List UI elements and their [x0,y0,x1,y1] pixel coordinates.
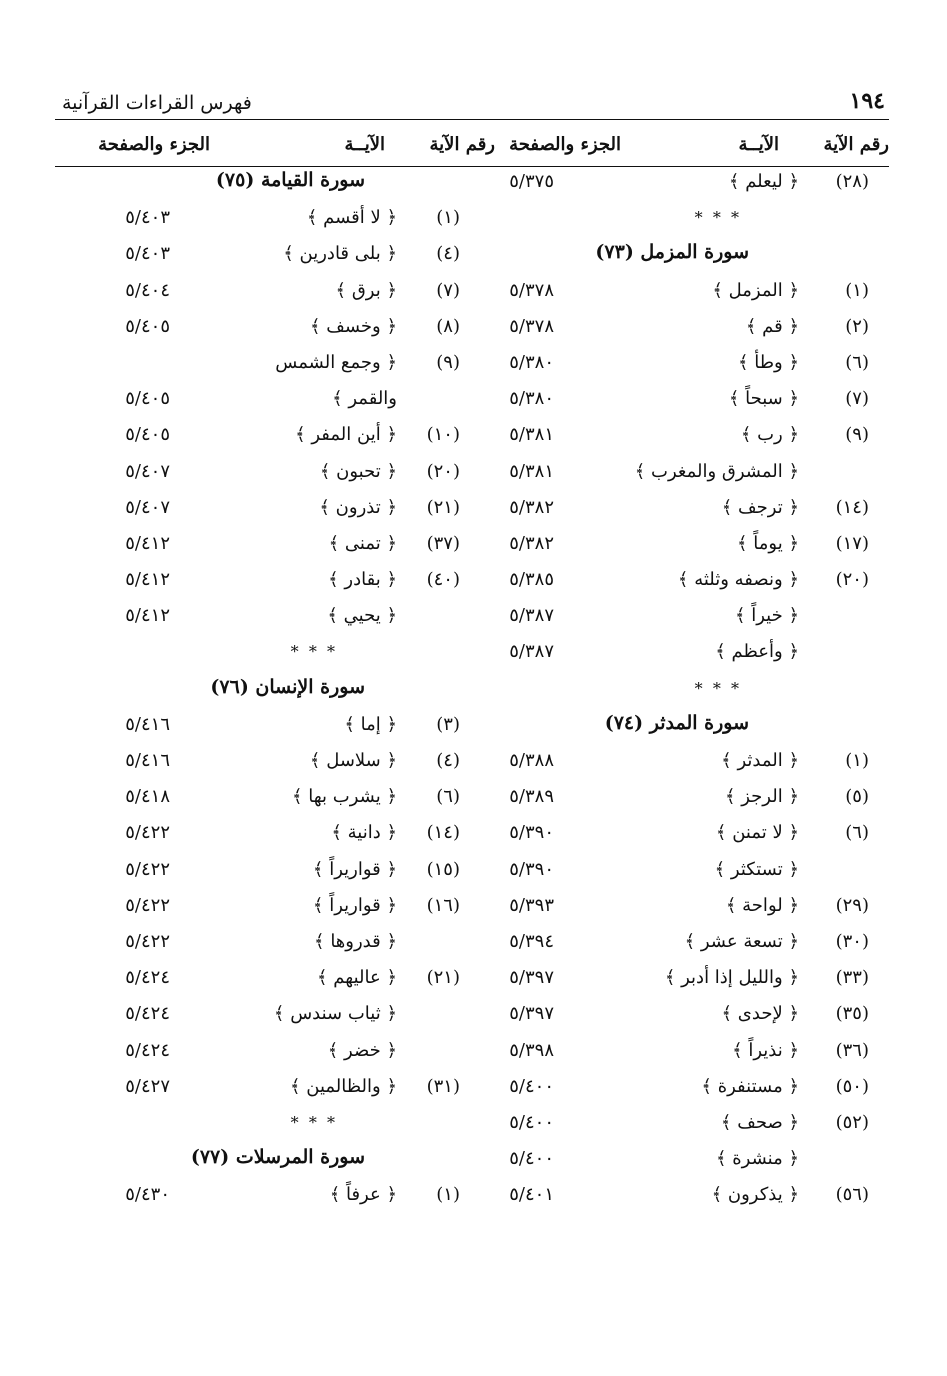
part-page-ref: ٥/٤٢٢ [125,930,170,952]
index-entry [449,1177,889,1213]
left-column [55,124,495,1213]
index-entry [55,200,495,236]
verse-number: (٢١) [426,496,460,518]
verse-number: (١٠) [426,424,460,446]
sura-heading [55,164,495,200]
verse-number: (٥) [845,786,869,808]
part-page-ref: ٥/٤١٨ [125,786,170,808]
verse-number: (١) [436,1184,460,1206]
index-entry [449,815,889,851]
sura-title: سورة المزمل (٧٣) [595,241,749,264]
part-page-ref: ٥/٣٧٨ [509,279,554,301]
part-page-ref: ٥/٣٨٥ [509,569,554,591]
index-entry [55,852,495,888]
ayah-word: ﴿ نذيراً ﴾ [732,1039,799,1061]
ayah-word: ﴿ منشرة ﴾ [715,1148,799,1170]
verse-number: (٢٩) [835,894,869,916]
part-page-ref: ٥/٣٩٤ [509,930,554,952]
part-page-ref: ٥/٣٩٧ [509,1003,554,1025]
ayah-word: ﴿ والليل إذا أدبر ﴾ [664,967,799,989]
sura-heading [449,236,889,272]
ayah-word: ﴿ لا أقسم ﴾ [306,207,397,229]
index-entry [55,960,495,996]
separator-stars: * * * [694,678,739,698]
ayah-word: ﴿ يشرب بها ﴾ [292,786,397,808]
verse-number: (٦) [436,786,460,808]
verse-number: (٣١) [426,1075,460,1097]
index-entry [55,490,495,526]
index-entry [55,779,495,815]
verse-number: (٦) [845,822,869,844]
part-page-ref: ٥/٤٠٥ [125,315,170,337]
ayah-word: ﴿ قواريراً ﴾ [312,894,397,916]
section-separator [55,634,495,670]
index-entry [55,236,495,272]
ayah-word: ﴿ سلاسل ﴾ [309,750,397,771]
index-entry [55,888,495,924]
verse-number: (٤) [436,243,460,265]
verse-number: (٣٣) [835,967,869,989]
ayah-word: ﴿ الرجز ﴾ [724,786,799,808]
section-separator [449,671,889,707]
part-page-ref: ٥/٤٢٧ [125,1075,170,1097]
part-page-ref: ٥/٤٠٠ [509,1111,554,1133]
index-entry [55,1033,495,1069]
ayah-word: ﴿ بقادر ﴾ [328,569,397,591]
part-page-ref: ٥/٤٠٠ [509,1148,554,1170]
part-page-ref: ٥/٤٠٣ [125,207,170,229]
verse-number: (١٦) [426,894,460,916]
part-page-ref: ٥/٤٠٥ [125,388,170,410]
index-entry [55,345,495,381]
part-page-ref: ٥/٣٨٨ [509,750,554,771]
index-entry [55,454,495,490]
header-rule [55,119,889,120]
index-entry [449,634,889,670]
ayah-word: ﴿ وخسف ﴾ [309,315,397,337]
verse-number: (٥٢) [835,1111,869,1133]
ayah-word: ﴿ صحف ﴾ [720,1111,799,1133]
part-page-ref: ٥/٣٨٢ [509,496,554,518]
part-page-ref: ٥/٤٠٧ [125,496,170,518]
sura-heading [449,707,889,743]
running-title: فهرس القراءات القرآنية [62,92,252,114]
index-entry [55,381,495,417]
separator-stars: * * * [290,1112,335,1132]
index-entry [449,381,889,417]
part-page-ref: ٥/٣٩٨ [509,1039,554,1061]
index-entry [55,815,495,851]
verse-no-heading: رقم الآية [429,134,495,155]
ayah-word: ﴿ يذكرون ﴾ [711,1184,799,1206]
verse-number: (٣٧) [426,532,460,554]
index-entry [449,996,889,1032]
index-entry [55,1069,495,1105]
section-separator [55,1105,495,1141]
ayah-word: ﴿ يوماً ﴾ [737,532,799,554]
verse-number: (٨) [436,315,460,337]
verse-number: (٩) [436,351,460,373]
verse-number: (٢٠) [835,569,869,591]
ayah-word: ﴿ يحيي ﴾ [327,605,397,627]
ayah-word: ﴿ وطأ ﴾ [737,351,799,373]
part-page-ref: ٥/٣٨٢ [509,532,554,554]
verse-number: (٧) [436,279,460,301]
index-entry [55,562,495,598]
ayah-word: ﴿ قدروها ﴾ [314,930,397,952]
part-page-ref: ٥/٣٩٧ [509,967,554,989]
part-page-ref: ٥/٣٩٠ [509,822,554,844]
index-entry [449,779,889,815]
index-entry [55,417,495,453]
verse-number: (١) [436,207,460,229]
part-page-ref: ٥/٤٢٤ [125,967,170,989]
verse-number: (٦) [845,351,869,373]
verse-number: (١٥) [426,858,460,880]
left-column-head [55,124,495,164]
part-page-ref: ٥/٤٠٥ [125,424,170,446]
part-page-ref: ٥/٤٢٢ [125,822,170,844]
separator-stars: * * * [290,642,335,662]
part-page-ref: ٥/٤٠٧ [125,460,170,482]
sura-heading [55,1141,495,1177]
index-entry [55,707,495,743]
index-entry [449,888,889,924]
separator-stars: * * * [694,208,739,228]
ayah-word: ﴿ عاليهم ﴾ [317,967,397,989]
part-page-ref: ٥/٤١٢ [125,569,170,591]
index-entry [449,1069,889,1105]
part-page-ref: ٥/٣٩٣ [509,894,554,916]
part-page-ref: ٥/٤١٢ [125,605,170,627]
ayah-word: ﴿ قم ﴾ [745,315,799,337]
ayah-word: ﴿ ليعلم ﴾ [728,171,799,192]
index-entry [449,743,889,779]
part-page-ref: ٥/٤٢٤ [125,1039,170,1061]
sura-heading [55,671,495,707]
part-page-ref: ٥/٤٢٤ [125,1003,170,1025]
page-number: ١٩٤ [849,88,885,114]
ayah-word: ﴿ لإحدى ﴾ [721,1003,799,1025]
ayah-word: ﴿ برق ﴾ [335,279,397,301]
verse-number: (٣٠) [835,930,869,952]
ayah-word: ﴿ دانية ﴾ [331,822,397,844]
part-page-ref: ٥/٤٢٢ [125,858,170,880]
part-page-heading: الجزء والصفحة [509,134,621,155]
verse-number: (١٤) [835,496,869,518]
ayah-word: ﴿ رب ﴾ [740,424,799,446]
sura-title: سورة المرسلات (٧٧) [190,1146,365,1169]
index-entry [55,598,495,634]
ayah-word: ﴿ لا تمنن ﴾ [715,822,799,844]
verse-number: (١٤) [426,822,460,844]
ayah-word: ﴿ خضر ﴾ [327,1039,397,1061]
verse-number: (٩) [845,424,869,446]
ayah-word: ﴿ المزمل ﴾ [712,279,799,301]
ayah-word: ﴿ تمنى ﴾ [328,532,397,554]
index-entry [449,598,889,634]
index-entry [55,1177,495,1213]
part-page-ref: ٥/٣٨١ [509,424,554,446]
ayah-word: ﴿ المشرق والمغرب ﴾ [634,460,799,482]
ayah-word: ﴿ ثياب سندس ﴾ [273,1003,397,1025]
verse-number: (١) [845,750,869,771]
index-entry [449,1141,889,1177]
right-column-head [449,124,889,164]
part-page-ref: ٥/٤٣٠ [125,1184,170,1206]
index-entry [55,743,495,779]
part-page-ref: ٥/٤٠١ [509,1184,554,1206]
part-page-ref: ٥/٤١٦ [125,750,170,771]
sura-title: سورة القيامة (٧٥) [215,169,365,191]
verse-number: (٢٨) [835,171,869,192]
index-entry [449,164,889,200]
index-entry [449,309,889,345]
part-page-ref: ٥/٣٨٠ [509,351,554,373]
ayah-word: ﴿ بلى قادرين ﴾ [283,243,397,265]
ayah-word: ﴿ وجمع الشمس [275,351,397,373]
verse-number: (٢٠) [426,460,460,482]
part-page-heading: الجزء والصفحة [98,134,210,155]
ayah-word: ﴿ والظالمين ﴾ [290,1075,397,1097]
ayah-heading: الآيــة [344,134,385,155]
part-page-ref: ٥/٣٨٩ [509,786,554,808]
ayah-word: ﴿ قواريراً ﴾ [312,858,397,880]
ayah-word: ﴿ خيراً ﴾ [734,605,799,627]
part-page-ref: ٥/٣٨١ [509,460,554,482]
ayah-word: ﴿ تحبون ﴾ [319,460,397,482]
part-page-ref: ٥/٣٧٥ [509,171,554,192]
part-page-ref: ٥/٤٠٣ [125,243,170,265]
part-page-ref: ٥/٤١٦ [125,713,170,735]
part-page-ref: ٥/٣٨٧ [509,605,554,627]
part-page-ref: ٥/٤٢٢ [125,894,170,916]
ayah-word: ﴿ مستنفرة ﴾ [701,1075,799,1097]
verse-number: (٤) [436,750,460,771]
ayah-word: ﴿ وأعظم ﴾ [715,641,799,663]
part-page-ref: ٥/٣٨٠ [509,388,554,410]
ayah-word: ﴿ لواحة ﴾ [725,894,799,916]
index-entry [449,417,889,453]
index-entry [449,562,889,598]
part-page-ref: ٥/٣٩٠ [509,858,554,880]
index-entry [449,273,889,309]
part-page-ref: ٥/٤٠٤ [125,279,170,301]
verse-number: (٤٠) [426,569,460,591]
ayah-word: ﴿ تستكثر ﴾ [714,858,799,880]
verse-number: (١) [845,279,869,301]
ayah-word: ﴿ المدثر ﴾ [721,750,799,771]
index-entry [55,996,495,1032]
index-entry [449,454,889,490]
index-entry [449,490,889,526]
section-separator [449,200,889,236]
index-entry [55,309,495,345]
index-entry [449,345,889,381]
part-page-ref: ٥/٣٧٨ [509,315,554,337]
ayah-word: ﴿ ترجف ﴾ [721,496,799,518]
index-entry [449,960,889,996]
index-entry [449,1033,889,1069]
verse-no-heading: رقم الآية [823,134,889,155]
ayah-heading: الآيــة [738,134,779,155]
verse-number: (٢١) [426,967,460,989]
index-entry [55,526,495,562]
index-entry [449,1105,889,1141]
index-entry [449,924,889,960]
verse-number: (٥٠) [835,1075,869,1097]
part-page-ref: ٥/٤١٢ [125,532,170,554]
index-entry [449,526,889,562]
ayah-word: ﴿ سبحاً ﴾ [728,388,799,410]
verse-number: (٧) [845,388,869,410]
part-page-ref: ٥/٤٠٠ [509,1075,554,1097]
index-entry [55,924,495,960]
verse-number: (٣٥) [835,1003,869,1025]
ayah-word: ﴿ أين المفر ﴾ [295,424,397,446]
right-column [449,124,889,1213]
ayah-word: ﴿ ونصفه وثلثه ﴾ [677,569,799,591]
verse-number: (٣) [436,713,460,735]
ayah-word: ﴿ إما ﴾ [344,713,397,735]
part-page-ref: ٥/٣٨٧ [509,641,554,663]
verse-number: (٥٦) [835,1184,869,1206]
verse-number: (١٧) [835,532,869,554]
ayah-word: ﴿ تذرون ﴾ [319,496,397,518]
ayah-word: والقمر ﴾ [332,388,397,410]
sura-title: سورة المدثر (٧٤) [604,711,749,734]
index-entry [55,273,495,309]
index-entry [449,852,889,888]
ayah-word: ﴿ تسعة عشر ﴾ [684,930,799,952]
ayah-word: ﴿ عرفاً ﴾ [329,1184,397,1206]
verse-number: (٢) [845,315,869,337]
verse-number: (٣٦) [835,1039,869,1061]
sura-title: سورة الإنسان (٧٦) [210,675,365,698]
